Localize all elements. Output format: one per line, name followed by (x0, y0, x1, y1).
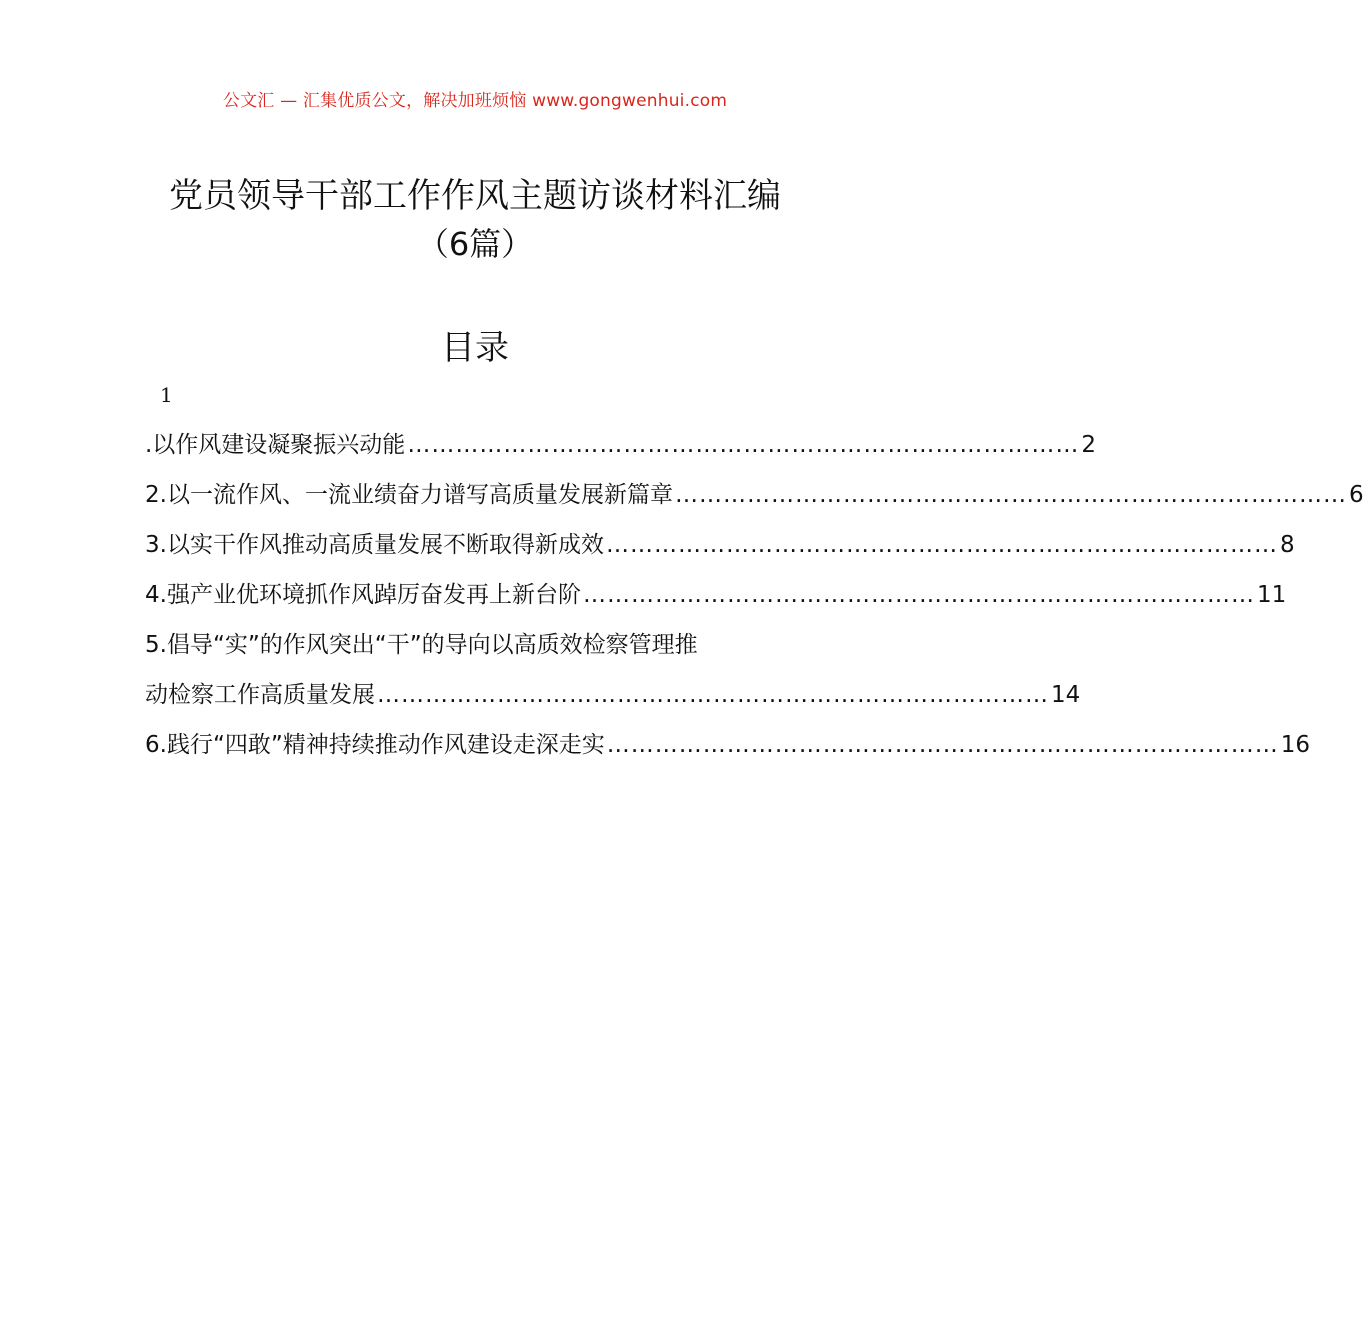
toc-entry-text: 3.以实干作风推动高质量发展不断取得新成效 (145, 532, 604, 558)
toc-entry-text: .以作风建设凝聚振兴动能 (145, 432, 406, 458)
stray-number: 1 (160, 383, 173, 407)
header-banner: 公文汇 — 汇集优质公文，解决加班烦恼 www.gongwenhui.com (222, 91, 728, 111)
toc-entry-page: 16 (1280, 732, 1311, 758)
toc-entry-page: 11 (1256, 582, 1287, 608)
toc-dot-leader: ………………………………………………………………………… (407, 432, 1080, 458)
document-title (0, 172, 950, 268)
toc-dot-leader: ………………………………………………………………………… (606, 732, 1279, 758)
toc-entry-text: 2.以一流作风、一流业绩奋力谱写高质量发展新篇章 (145, 482, 673, 508)
toc-dot-leader: ………………………………………………………………………… (674, 482, 1347, 508)
toc-entry-page: 6 (1348, 482, 1364, 508)
toc-entry-text: 4.强产业优环境抓作风踔厉奋发再上新台阶 (145, 582, 581, 608)
toc-entry-page: 14 (1051, 682, 1081, 708)
toc-entry-text: 6.践行“四敢”精神持续推动作风建设走深走实 (145, 732, 605, 758)
toc-entry-2[interactable] (145, 470, 1364, 520)
toc-entry-page: 2 (1081, 432, 1096, 458)
toc-entry-5[interactable] (145, 620, 1081, 720)
toc-entry-text-line1: 5.倡导“实”的作风突出“干”的导向以高质效检察管理推 (145, 632, 698, 658)
toc-dot-leader: ………………………………………………………………………… (582, 582, 1255, 608)
toc-entry-1[interactable] (145, 420, 1096, 470)
toc-entry-text: 动检察工作高质量发展 (145, 682, 375, 708)
document-title-line1: 党员领导干部工作作风主题访谈材料汇编 (169, 176, 781, 216)
toc-entry-6[interactable] (145, 720, 1311, 770)
toc-entry-3[interactable] (145, 520, 1295, 570)
toc-heading: 目录 (441, 328, 509, 368)
toc-dot-leader: ………………………………………………………………………… (605, 532, 1278, 558)
table-of-contents (145, 420, 1364, 770)
document-title-line2: （6篇） (416, 225, 534, 263)
toc-entry-4[interactable] (145, 570, 1287, 620)
toc-entry-page: 8 (1279, 532, 1295, 558)
toc-dot-leader: ………………………………………………………………………… (377, 682, 1049, 708)
